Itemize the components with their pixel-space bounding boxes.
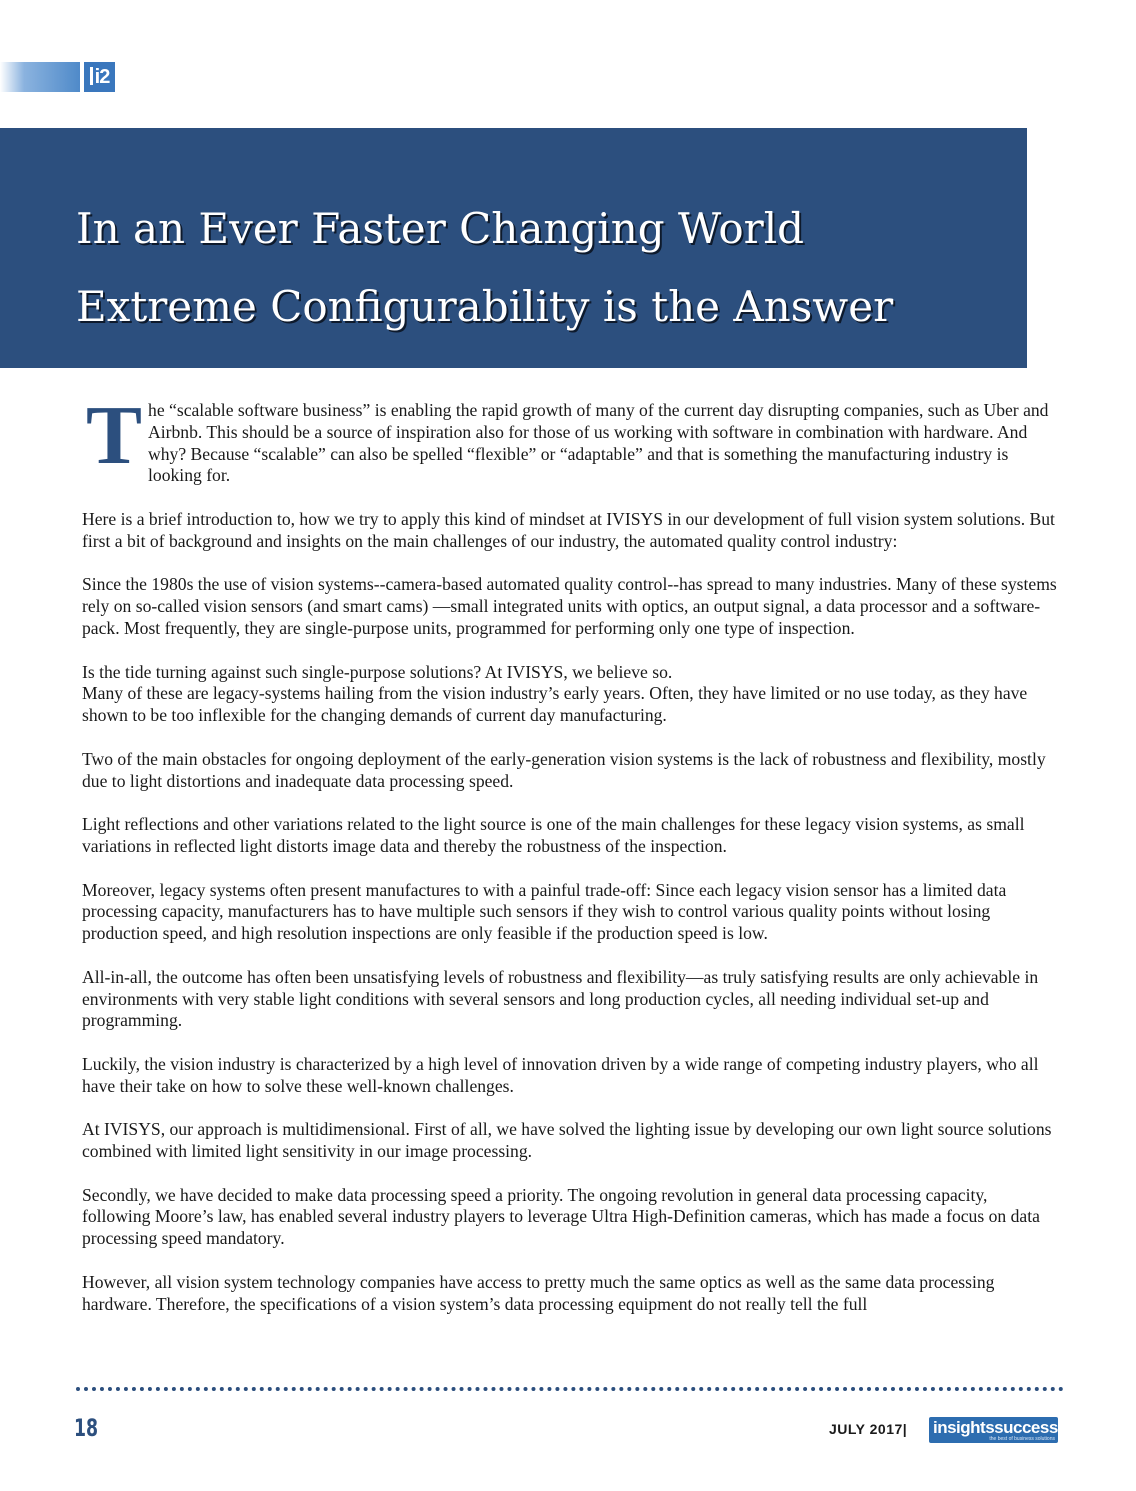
title-line-2: Extreme Configurability is the Answer	[76, 282, 894, 331]
drop-cap: T	[86, 389, 143, 482]
paragraph: Here is a brief introduction to, how we try to apply this kind of mindset at IVISYS in our development of full vision system solutions. But first a bit of background and insights on the main challenges of our industry, the automated quality control industry:	[82, 508, 1055, 551]
footer-divider	[76, 1387, 1064, 1391]
paragraph: Luckily, the vision industry is characterized by a high level of innovation driven by a wide range of competing industry players, who all have their take on how to solve these well-known challenges.	[82, 1053, 1039, 1096]
paragraph-intro-text: he “scalable software business” is enabling the rapid growth of many of the current day disrupting companies, such as Uber and Airbnb. This should be a source of inspiration also for those of us working with software in combination with hardware. And why? Because “scalable” can also be spelled “flexible” or “adaptable” and that is something the manufacturing industry is looking for.	[148, 400, 1049, 486]
title-line-1: In an Ever Faster Changing World	[76, 204, 805, 253]
paragraph: Moreover, legacy systems often present manufactures to with a painful trade-off: Since each legacy vision sensor has a limited data processing capacity, manufacturers has to have multiple such sensors if they wish to control various quality points without losing production speed, and high resolution inspections are only feasible if the production speed is low.	[82, 879, 1007, 944]
paragraph: Two of the main obstacles for ongoing deployment of the early-generation vision systems is the lack of robustness and flexibility, mostly due to light distortions and inadequate data processing speed.	[82, 748, 1046, 791]
paragraph: However, all vision system technology companies have access to pretty much the same optics as well as the same data processing hardware. Therefore, the specifications of a vision system’s data processing equipment do not really tell the full	[82, 1271, 995, 1314]
brand-name: insightssuccess	[933, 1418, 1058, 1437]
paragraph: Since the 1980s the use of vision systems--camera-based automated quality control--has spread to many industries. Many of these systems rely on so-called vision sensors (and smart cams) —small integrated units with optics, an output signal, a data processor and a software-pack. Most frequently, they are single-purpose units, programmed for performing only one type of inspection.	[82, 574, 1057, 638]
article-title	[76, 190, 1016, 346]
paragraph-line: Many of these are legacy-systems hailing from the vision industry’s early years. Often, they have limited or no use today, as they have shown to be too inflexible for the changing demands of current day manufacturing.	[82, 683, 1028, 726]
page-number: 18	[74, 1414, 99, 1442]
logo-text: i2	[94, 66, 110, 88]
brand-logo	[929, 1417, 1058, 1443]
paragraph: At IVISYS, our approach is multidimensional. First of all, we have solved the lighting issue by developing our own light source solutions combined with limited light sensitivity in our image processing.	[82, 1119, 1052, 1162]
paragraph: Secondly, we have decided to make data processing speed a priority. The ongoing revolution in general data processing capacity, following Moore’s law, has enabled several industry players to leverage Ultra High-Definition cameras, which has made a focus on data processing speed mandatory.	[82, 1184, 1040, 1249]
title-banner	[0, 128, 1027, 368]
paragraph: Light reflections and other variations related to the light source is one of the main challenges for these legacy vision systems, as small variations in reflected light distorts image data and thereby the robustness of the inspection.	[82, 814, 1025, 856]
issue-date: JULY 2017|	[829, 1421, 908, 1437]
brand-tagline: the best of business solutions	[989, 1436, 1055, 1442]
magazine-logo-mark	[84, 62, 115, 92]
paragraph: All-in-all, the outcome has often been unsatisfying levels of robustness and flexibility—as truly satisfying results are only achievable in environments with very stable light conditions with several sensors and long production cycles, all needing individual set-up and programming.	[82, 966, 1039, 1031]
paragraph-line: Is the tide turning against such single-purpose solutions? At IVISYS, we believe so.	[82, 661, 673, 682]
article-body	[82, 389, 1057, 1337]
header-accent-bar	[0, 62, 80, 92]
paragraph-intro	[82, 389, 1057, 487]
paragraph	[82, 662, 1057, 727]
